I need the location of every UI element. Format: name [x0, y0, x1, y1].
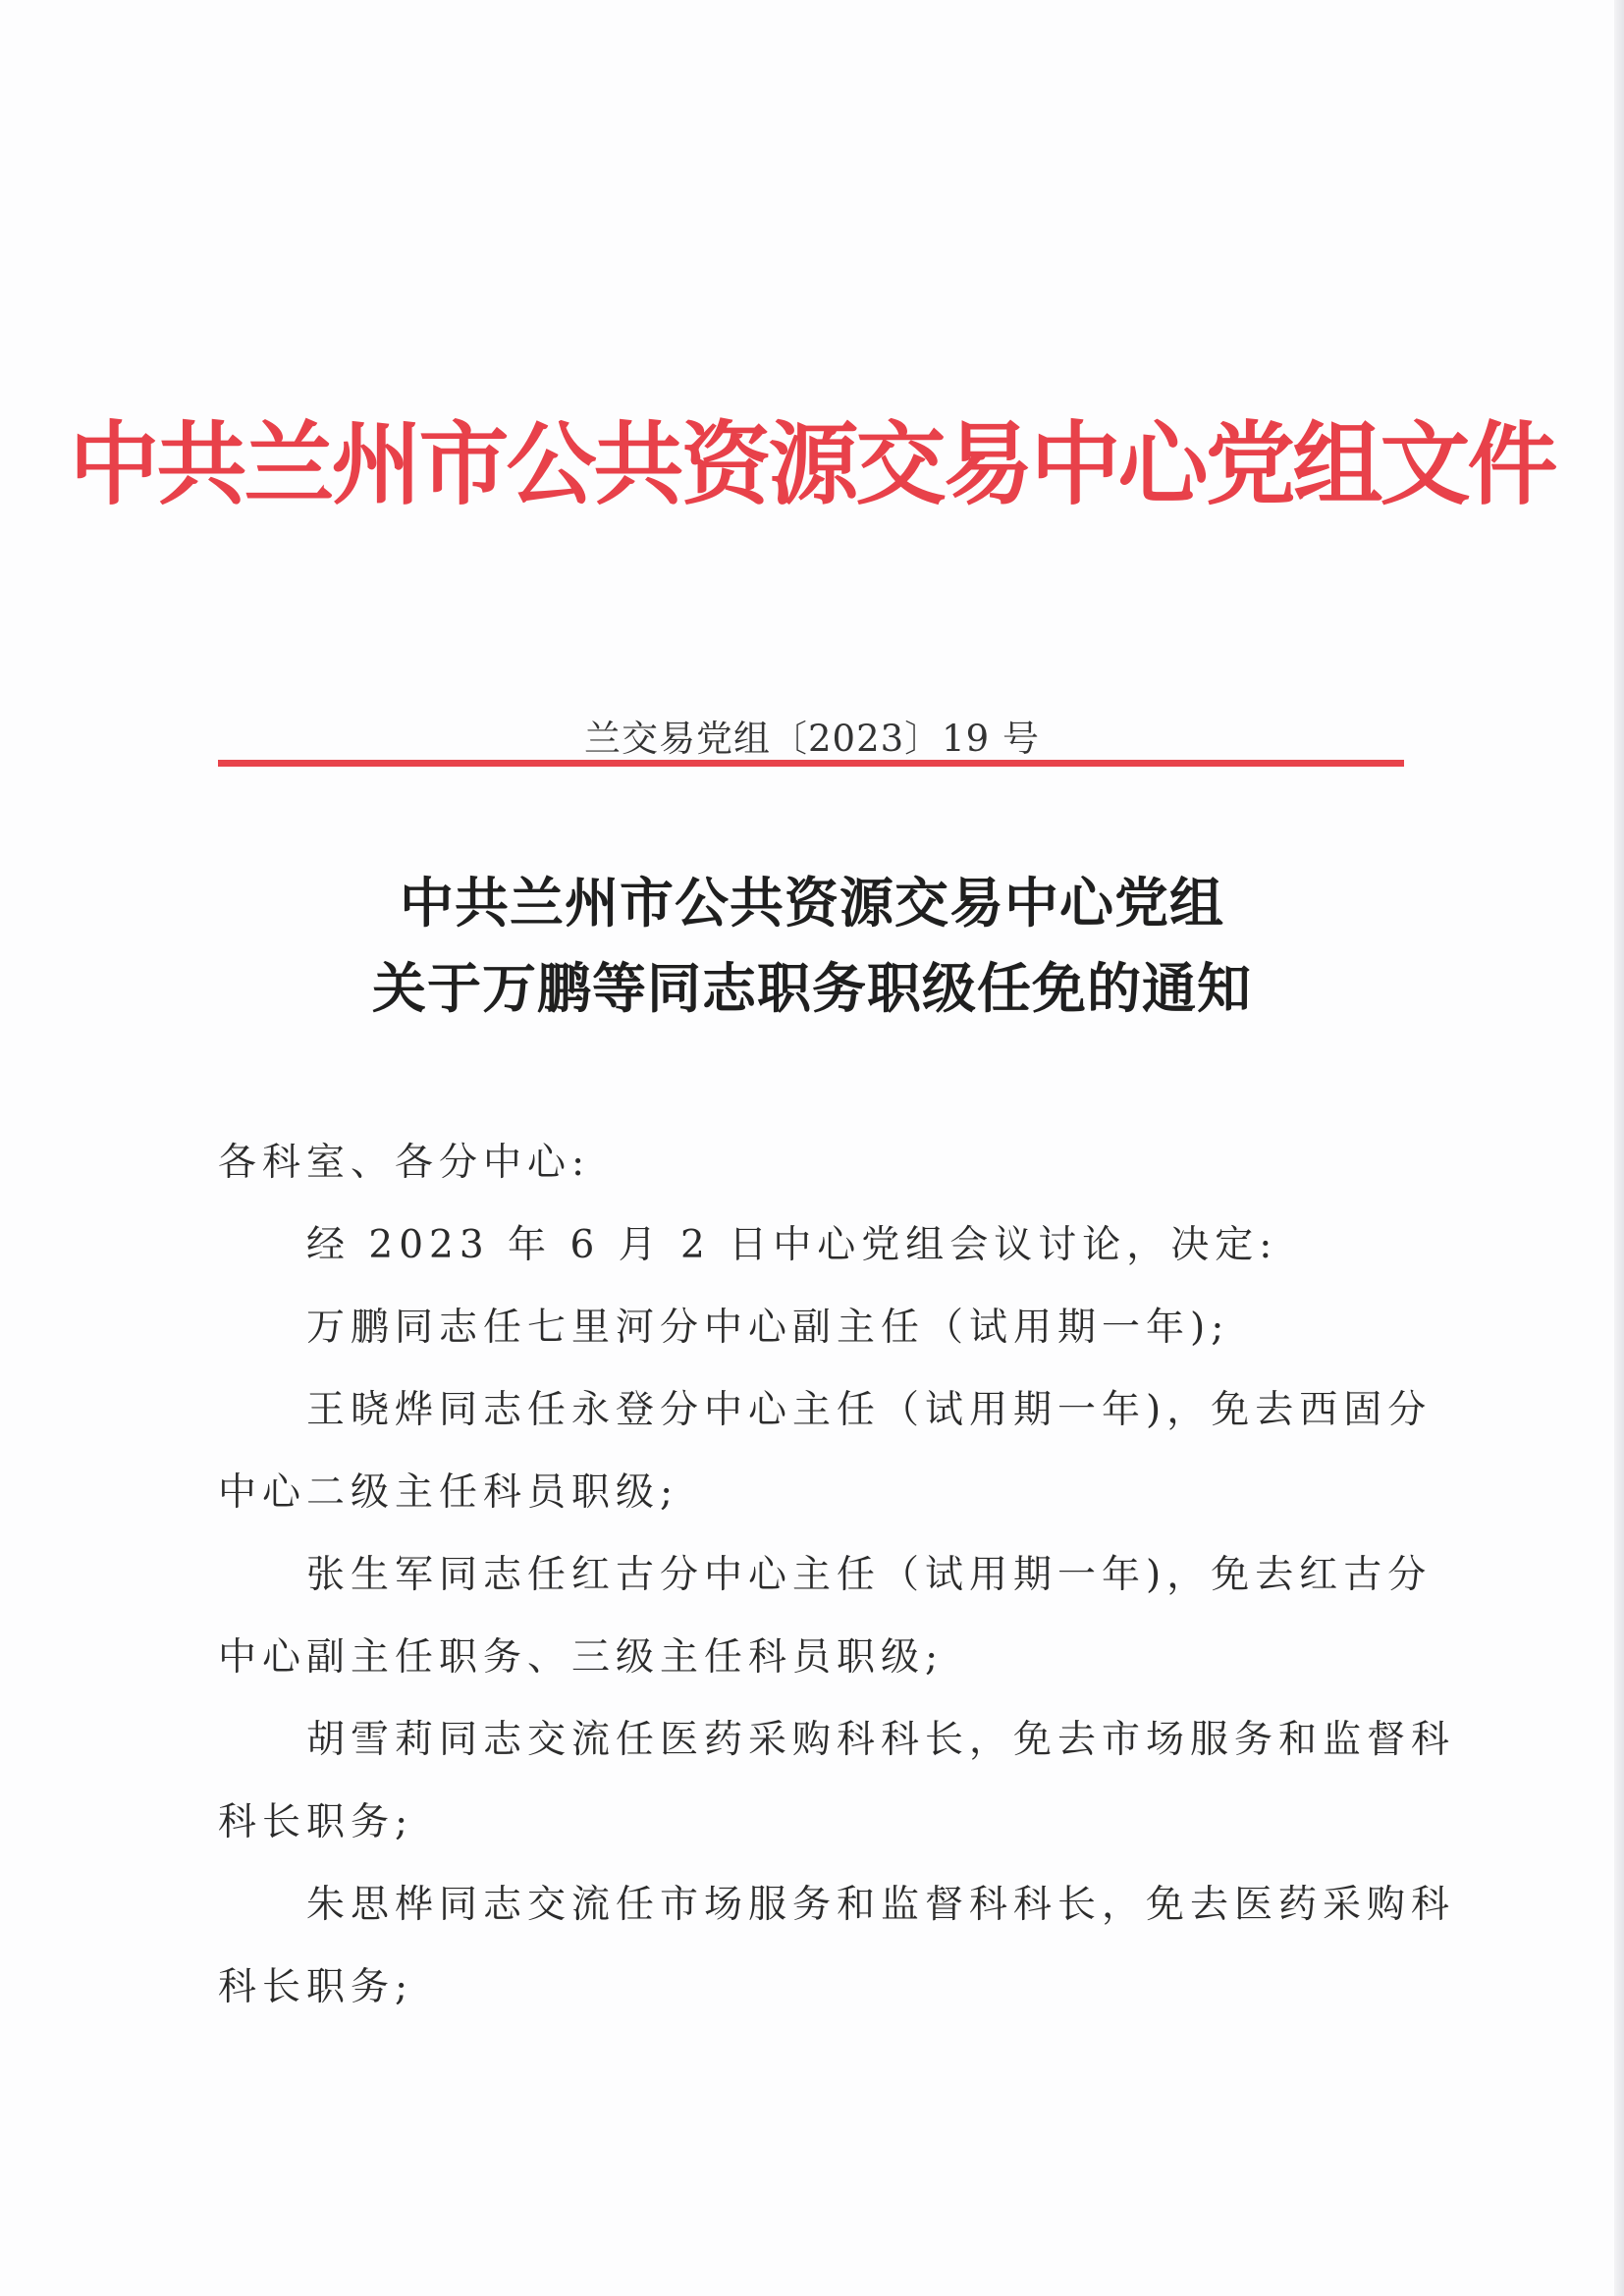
body-line: 科长职务;	[218, 1965, 414, 2009]
salutation: 各科室、各分中心:	[218, 1141, 591, 1185]
body-line: 王晓烨同志任永登分中心主任（试用期一年)，免去西固分	[306, 1388, 1433, 1432]
notice-title-line-1: 中共兰州市公共资源交易中心党组	[399, 871, 1224, 934]
body-line: 胡雪莉同志交流任医药采购科科长，免去市场服务和监督科	[306, 1718, 1456, 1762]
body-line: 经 2023 年 6 月 2 日中心党组会议讨论，决定:	[306, 1223, 1278, 1267]
body-line: 张生军同志任红古分中心主任（试用期一年)，免去红古分	[306, 1553, 1433, 1597]
body-line: 中心二级主任科员职级;	[218, 1470, 679, 1515]
red-divider-line	[218, 760, 1404, 767]
body-line: 万鹏同志任七里河分中心副主任（试用期一年);	[306, 1306, 1230, 1350]
body-line: 朱思桦同志交流任市场服务和监督科科长，免去医药采购科	[306, 1883, 1456, 1927]
document-header-title: 中共兰州市公共资源交易中心党组文件	[69, 411, 1555, 517]
notice-title-line-2: 关于万鹏等同志职务职级任免的通知	[371, 956, 1252, 1020]
body-line: 科长职务;	[218, 1800, 414, 1844]
document-number: 兰交易党组〔2023〕19 号	[583, 718, 1040, 760]
scan-edge	[1614, 0, 1624, 2296]
body-line: 中心副主任职务、三级主任科员职级;	[218, 1635, 945, 1680]
